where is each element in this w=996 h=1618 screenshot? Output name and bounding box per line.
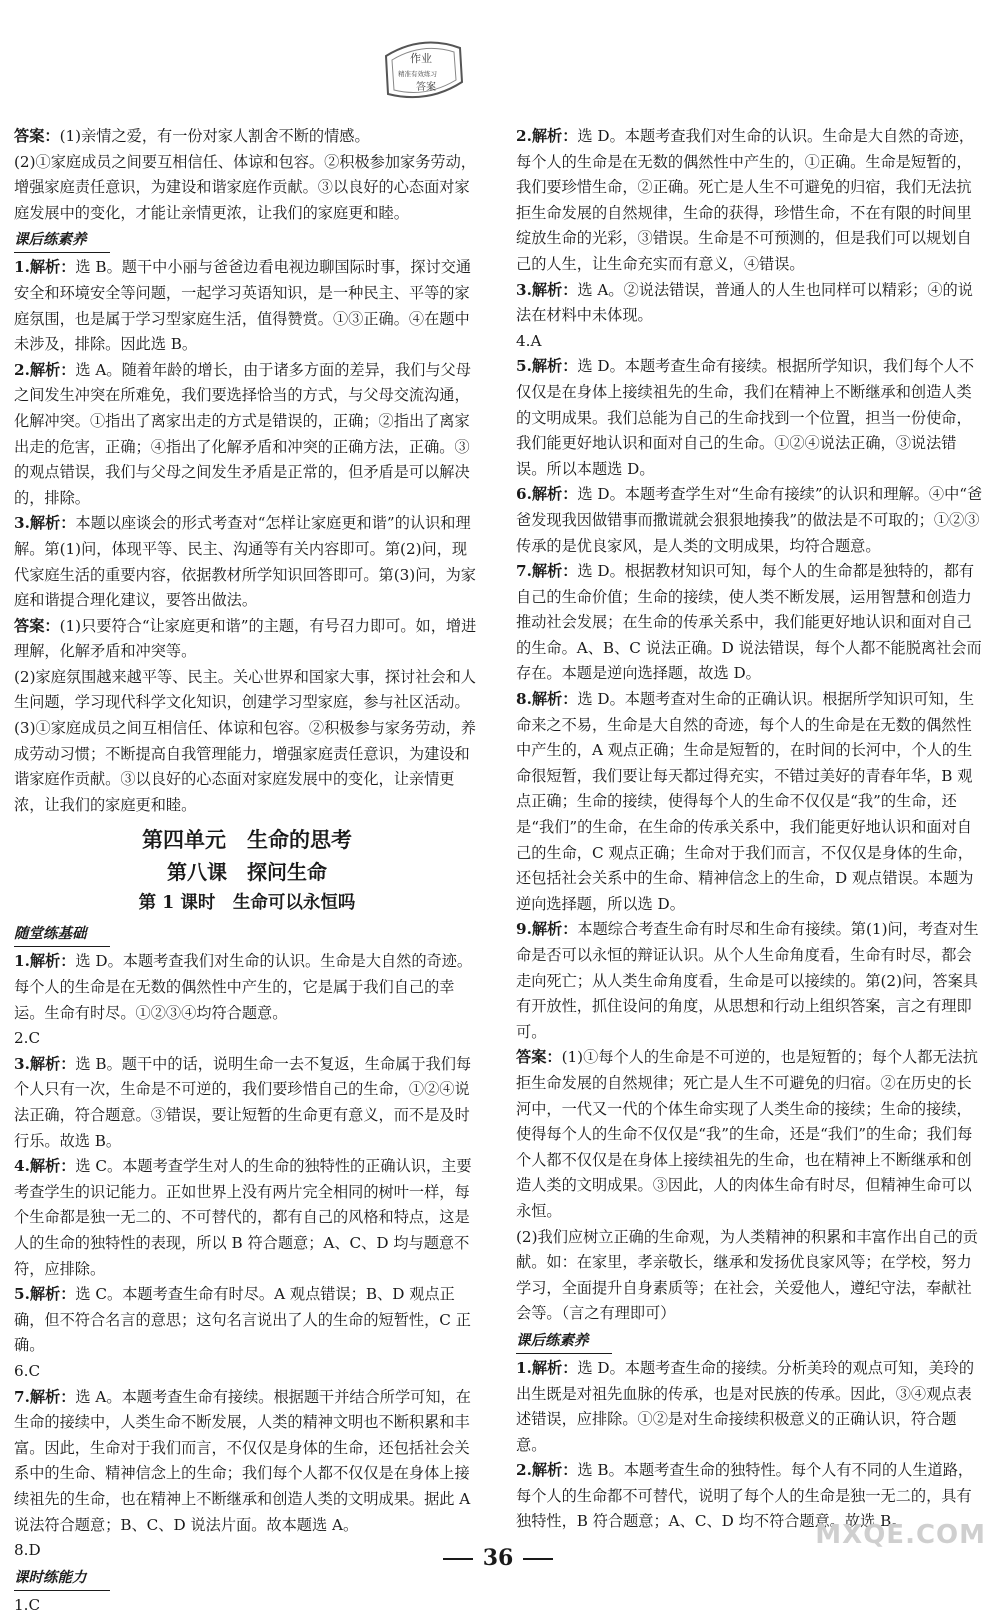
answer-label: 3.解析： — [14, 514, 76, 533]
answer-paragraph — [516, 278, 984, 329]
answer-text: (1)亲情之爱，有一份对家人割舍不断的情感。 — [59, 127, 370, 145]
answer-label: 6.解析： — [516, 485, 578, 504]
answer-label: 答案： — [14, 127, 60, 145]
answer-label: 8.解析： — [516, 690, 578, 709]
answer-label: 1.解析： — [14, 258, 76, 277]
answer-paragraph — [14, 1359, 480, 1385]
answer-label: 2.解析： — [14, 360, 76, 379]
answer-paragraph — [516, 1045, 984, 1224]
section-heading: 课后练素养 — [14, 228, 110, 253]
answer-text: (1)只要符合“让家庭更和谐”的主题，有号召力即可。如，增进理解，化解矛盾和冲突等。 — [14, 616, 477, 661]
answer-label: 答案： — [516, 1048, 562, 1067]
answer-paragraph — [14, 1385, 480, 1539]
answer-stamp-logo — [376, 32, 468, 110]
section-heading: 课时练能力 — [14, 1566, 110, 1591]
answer-text: 选 B。本题考查生命的独特性。每个人有不同的人生道路，每个人的生命都不可替代，说明了每个人的生命是独一无二的，具有独特性，B 符合题意；A、C、D 均不符合题意。故选 B。 — [516, 1461, 974, 1531]
answer-text: (1)①每个人的生命是不可逆的，也是短暂的；每个人都无法抗拒生命发展的自然规律；死亡是人生不可避免的归宿。②在历史的长河中，一代又一代的个体生命实现了人类生命的接续；生命的接续，使得每个人的生命不仅仅是“我”的生命，还是“我们”的生命；我们每个人都不仅仅是在身体上接续祖先的生命，也在精神上不断继承和创造人类的文明成果。③因此，人的肉体生命有时尽，但精神生命可以永恒。 — [516, 1048, 978, 1220]
right-column — [516, 124, 984, 1535]
answer-paragraph — [14, 1026, 480, 1052]
answer-text: 选 D。本题考查生命的接续。分析美玲的观点可知，美玲的出生既是对祖先血脉的传承，也是对民族的传承。因此，③④观点表述错误，应排除。①②是对生命接续积极意义的正确认识，符合题意。 — [516, 1358, 975, 1454]
section-heading: 随堂练基础 — [14, 922, 110, 947]
watermark: MXQE.COM — [815, 1520, 986, 1550]
answer-text: 4.A — [516, 331, 542, 350]
answer-text: 本题综合考查生命有时尽和生命有接续。第(1)问，考查对生命是否可以永恒的辩证认识。从个人生命角度看，生命有时尽，都会走向死亡；从人类生命角度看，生命是可以接续的。第(2)问，答案具有开放性，抓住设问的角度，从思想和行动上组织答案，言之有理即可。 — [516, 920, 979, 1041]
answer-label: 3.解析： — [516, 280, 578, 299]
answer-paragraph — [516, 687, 984, 917]
answer-text: 1.C — [14, 1595, 41, 1614]
answer-text: 8.D — [14, 1541, 41, 1560]
answer-paragraph — [14, 255, 480, 357]
answer-text: 选 B。题干中小丽与爸爸边看电视边聊国际时事，探讨交通安全和环境安全等问题，一起学习英语知识，是一种民主、平等的家庭氛围，也是属于学习型家庭生活，值得赞赏。①③正确。④在题中未涉及，排除。因此选 B。 — [14, 258, 472, 354]
section-heading: 课后练素养 — [516, 1329, 612, 1354]
answer-label: 9.解析： — [516, 920, 578, 939]
answer-paragraph — [14, 1052, 480, 1154]
answer-paragraph — [516, 1225, 984, 1327]
answer-text: 选 A。随着年龄的增长，由于诸多方面的差异，我们与父母之间发生冲突在所难免，我们要选择恰当的方式，与父母交流沟通，化解冲突。①指出了离家出走的方式是错误的，正确；②指出了离家出走的危害，正确；④指出了化解矛盾和冲突的正确方法，正确。③的观点错误，我们与父母之间发生矛盾是正常的，但矛盾是可以解决的，排除。 — [14, 360, 471, 507]
answer-label: 7.解析： — [14, 1387, 76, 1406]
page-number: 36 — [482, 1545, 514, 1571]
answer-label: 答案： — [14, 616, 60, 635]
answer-paragraph — [14, 150, 480, 227]
answer-paragraph — [516, 354, 984, 482]
answer-label: 3.解析： — [14, 1054, 76, 1073]
answer-paragraph — [516, 329, 984, 355]
answer-paragraph — [14, 665, 480, 716]
answer-paragraph — [14, 358, 480, 512]
answer-paragraph — [516, 482, 984, 559]
left-column — [14, 124, 480, 1618]
svg-text:精准有效练习: 精准有效练习 — [398, 70, 437, 78]
answer-text: 选 C。本题考查学生对人的生命的独特性的正确认识，主要考查学生的识记能力。正如世界上没有两片完全相同的树叶一样，每个生命都是独一无二的、不可替代的，都有自己的风格和特点，这是人的生命的独特性的表现，所以 B 符合题意；A、C、D 均与题意不符，应排除。 — [14, 1157, 472, 1278]
footer-dash-right — [523, 1558, 553, 1560]
answer-text: 2.C — [14, 1029, 41, 1048]
answer-label: 1.解析： — [14, 952, 76, 971]
answer-text: 选 B。题干中的话，说明生命一去不复返，生命属于我们每个人只有一次，生命是不可逆的，我们要珍惜自己的生命，①②④说法正确，符合题意。③错误，要让短暂的生命更有意义，而不是及时行乐。故选 B。 — [14, 1054, 472, 1150]
lesson-title: 第八课 探问生命 — [167, 860, 327, 885]
answer-text: (2)家庭氛围越来越平等、民主。关心世界和国家大事，探讨社会和人生问题，学习现代科学文化知识，创建学习型家庭，参与社区活动。 — [14, 667, 476, 712]
period-title: 第 1 课时 生命可以永恒吗 — [138, 893, 356, 914]
answer-text: 选 D。本题考查对生命的正确认识。根据所学知识可知，生命来之不易，生命是大自然的奇迹，每个人的生命是在无数的偶然性中产生的，A 观点正确；生命是短暂的，在时间的长河中，个人的生命很短暂，我们要让每天都过得充实，不错过美好的青春年华，B 观点正确；生命的接续，使得每个人的生命不仅仅是“我”的生命，还是“我们”的生命，在生命的传承关系中，我们能更好地认识和面对自己的生命，C 观点正确；生命对于我们而言，不仅仅是身体的生命，还包括社会关系中的生命、精神信念上的生命，D 观点错误。本题为逆向选择题，所以选 D。 — [516, 690, 975, 913]
answer-label: 7.解析： — [516, 562, 578, 581]
answer-text: (2)①家庭成员之间要互相信任、体谅和包容。②积极参加家务劳动，增强家庭责任意识，为建设和谐家庭作贡献。③以良好的心态面对家庭发展中的变化，才能让亲情更浓，让我们的家庭更和睦。 — [14, 152, 476, 222]
svg-text:答案: 答案 — [416, 82, 436, 93]
answer-paragraph — [14, 511, 480, 613]
answer-text: 选 D。本题考查我们对生命的认识。生命是大自然的奇迹。每个人的生命是在无数的偶然性中产生的，它是属于我们自己的幸运。生命有时尽。①②③④均符合题意。 — [14, 952, 473, 1022]
answer-label: 2.解析： — [516, 1461, 578, 1480]
stamp-graphic — [376, 32, 468, 110]
answer-text: 选 A。本题考查生命有接续。根据题干并结合所学可知，在生命的接续中，人类生命不断发展，人类的精神文明也不断积累和丰富。因此，生命对于我们而言，不仅仅是身体的生命，还包括社会关系中的生命、精神信念上的生命；我们每个人都不仅仅是在身体上接续祖先的生命，也在精神上不断继承和创造人类的文明成果。据此 A 说法符合题意；B、C、D 说法片面。故本题选 A。 — [14, 1387, 471, 1534]
answer-label: 4.解析： — [14, 1157, 76, 1176]
answer-paragraph — [14, 1154, 480, 1282]
answer-paragraph — [516, 559, 984, 687]
answer-paragraph — [516, 1356, 984, 1458]
answer-paragraph — [14, 949, 480, 1026]
answer-paragraph — [14, 614, 480, 665]
answer-text: 本题以座谈会的形式考查对“怎样让家庭更和谐”的认识和理解。第(1)问，体现平等、民主、沟通等有关内容即可。第(2)问，现代家庭生活的重要内容，依据教材所学知识回答即可。第(3)问，为家庭和谐提合理化建议，要答出做法。 — [14, 514, 476, 610]
answer-paragraph — [14, 1593, 480, 1618]
answer-text: 选 D。根据教材知识可知，每个人的生命都是独特的，都有自己的生命价值；生命的接续，使人类不断发展，运用智慧和创造力推动社会发展；在生命的传承关系中，我们能更好地认识和面对自己的生命。A、B、C 说法正确。D 说法错误，每个人都不能脱离社会而存在。本题是逆向选择题，故选 D。 — [516, 562, 982, 683]
answer-label: 5.解析： — [14, 1285, 76, 1304]
answer-text: 选 D。本题考查我们对生命的认识。生命是大自然的奇迹，每个人的生命是在无数的偶然性中产生的，①正确。生命是短暂的，我们要珍惜生命，②正确。死亡是人生不可避免的归宿，我们无法抗拒生命发展的自然规律，生命的获得，珍惜生命，不在有限的时间里绽放生命的光彩，③错误。生命是不可预测的，但是我们可以规划自己的人生，让生命充实而有意义，④错误。 — [516, 127, 975, 273]
answer-label: 5.解析： — [516, 357, 578, 376]
footer-dash-left — [443, 1558, 473, 1560]
unit-title: 第四单元 生命的思考 — [142, 827, 352, 853]
answer-paragraph — [516, 124, 984, 278]
answer-paragraph — [516, 917, 984, 1045]
answer-paragraph — [14, 716, 480, 818]
answer-paragraph — [14, 124, 480, 150]
answer-label: 2.解析： — [516, 127, 578, 145]
answer-text: (2)我们应树立正确的生命观，为人类精神的积累和丰富作出自己的贡献。如：在家里，孝亲敬长，继承和发扬优良家风等；在学校，努力学习，全面提升自身素质等；在社会，关爱他人，遵纪守法，奉献社会等。（言之有理即可） — [516, 1227, 978, 1323]
answer-text: 6.C — [14, 1361, 41, 1380]
answer-text: 选 C。本题考查生命有时尽。A 观点错误；B、D 观点正确，但不符合名言的意思；这句名言说出了人的生命的短暂性，C 正确。 — [14, 1285, 471, 1355]
answer-text: 选 D。本题考查学生对“生命有接续”的认识和理解。④中“爸爸发现我因做错事而撒谎就会狠狠地揍我”的做法是不可取的；①②③传承的是优良家风，是人类的文明成果，均符合题意。 — [516, 485, 983, 555]
answer-paragraph — [14, 1282, 480, 1359]
answer-label: 1.解析： — [516, 1358, 578, 1377]
svg-text:作业: 作业 — [410, 52, 432, 65]
answer-text: 选 D。本题考查生命有接续。根据所学知识，我们每个人不仅仅是在身体上接续祖先的生命，我们在精神上不断继承和创造人类的文明成果。我们总能为自己的生命找到一个位置，担当一份使命，我们能更好地认识和面对自己的生命。①②④说法正确，③说法错误。所以本题选 D。 — [516, 357, 975, 478]
answer-text: 选 A。②说法错误，普通人的人生也同样可以精彩；④的说法在材料中未体现。 — [516, 280, 973, 325]
answer-text: (3)①家庭成员之间互相信任、体谅和包容。②积极参与家务劳动，养成劳动习惯；不断提高自我管理能力，增强家庭责任意识，为建设和谐家庭作贡献。③以良好的心态面对家庭发展中的变化，让亲情更浓，让我们的家庭更和睦。 — [14, 719, 476, 814]
